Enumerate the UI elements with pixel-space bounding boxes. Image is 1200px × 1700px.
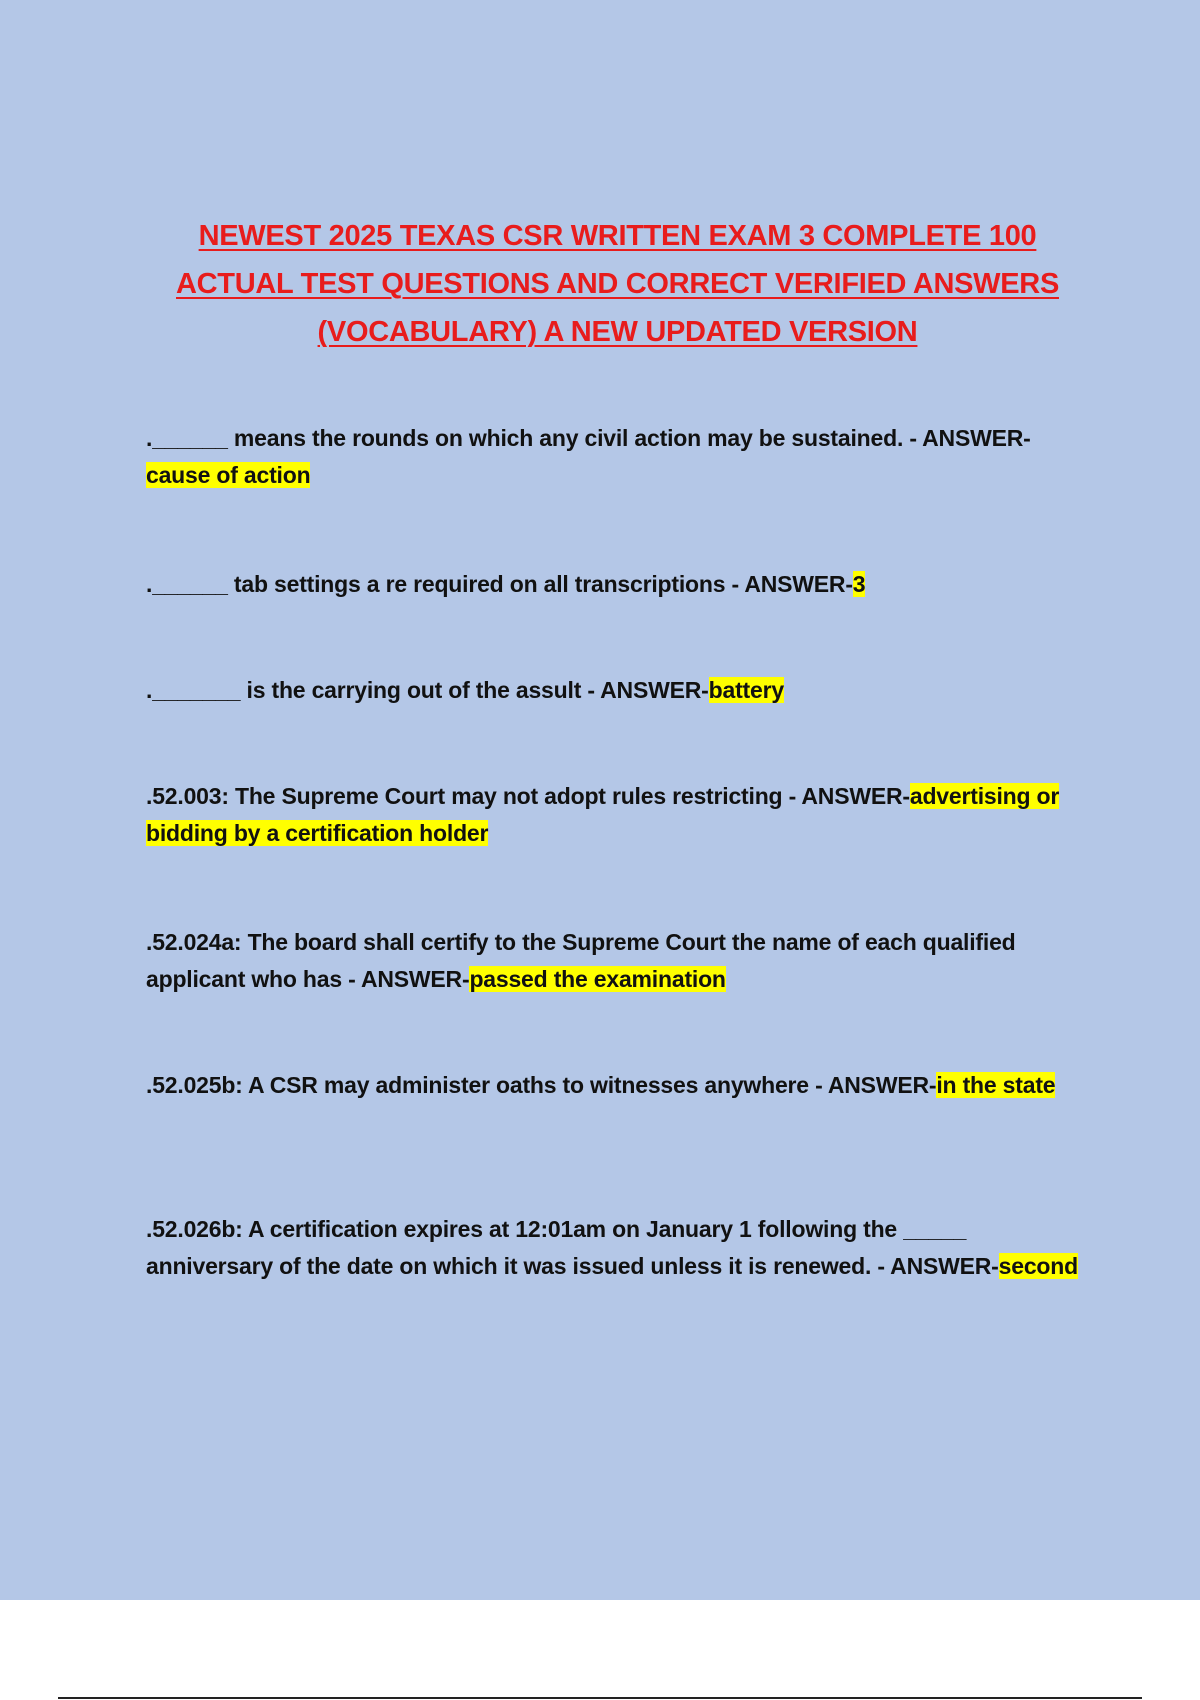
qa-item-7	[146, 1211, 1086, 1285]
qa-item-5	[146, 924, 1086, 998]
qa-item-1	[146, 420, 1086, 494]
answer-text: 3	[852, 571, 866, 597]
answer-text: in the state	[936, 1072, 1056, 1098]
document-title: NEWEST 2025 TEXAS CSR WRITTEN EXAM 3 COMPLETE 100 ACTUAL TEST QUESTIONS AND CORRECT VERIFIED ANSWERS (VOCABULARY) A NEW UPDATED VERSION	[176, 220, 1059, 348]
question-text: .52.003: The Supreme Court may not adopt rules restricting - ANSWER-	[146, 783, 910, 809]
question-text: .52.025b: A CSR may administer oaths to witnesses anywhere - ANSWER-	[146, 1072, 937, 1098]
answer-text: passed the examination	[469, 966, 726, 992]
answer-text: advertising or bidding by a certification holder	[146, 783, 1060, 846]
question-text: .52.026b: A certification expires at 12:01am on January 1 following the _____ anniversary of the date on which it was issued unless it is renewed. - ANSWER-	[146, 1216, 999, 1279]
question-text: .52.024a: The board shall certify to the Supreme Court the name of each qualified applicant who has - ANSWER-	[146, 929, 1016, 992]
question-text: .______ tab settings a re required on all transcriptions - ANSWER-	[146, 571, 853, 597]
qa-item-6	[146, 1067, 1086, 1104]
question-text: .______ means the rounds on which any civil action may be sustained. - ANSWER-	[146, 425, 1031, 451]
qa-item-3	[146, 672, 1086, 709]
answer-text: second	[998, 1253, 1078, 1279]
answer-text: cause of action	[146, 462, 311, 488]
footer-divider	[58, 1697, 1142, 1699]
question-text: ._______ is the carrying out of the assult - ANSWER-	[146, 677, 709, 703]
qa-item-4	[146, 778, 1086, 852]
qa-item-2	[146, 566, 1086, 603]
answer-text: battery	[708, 677, 784, 703]
